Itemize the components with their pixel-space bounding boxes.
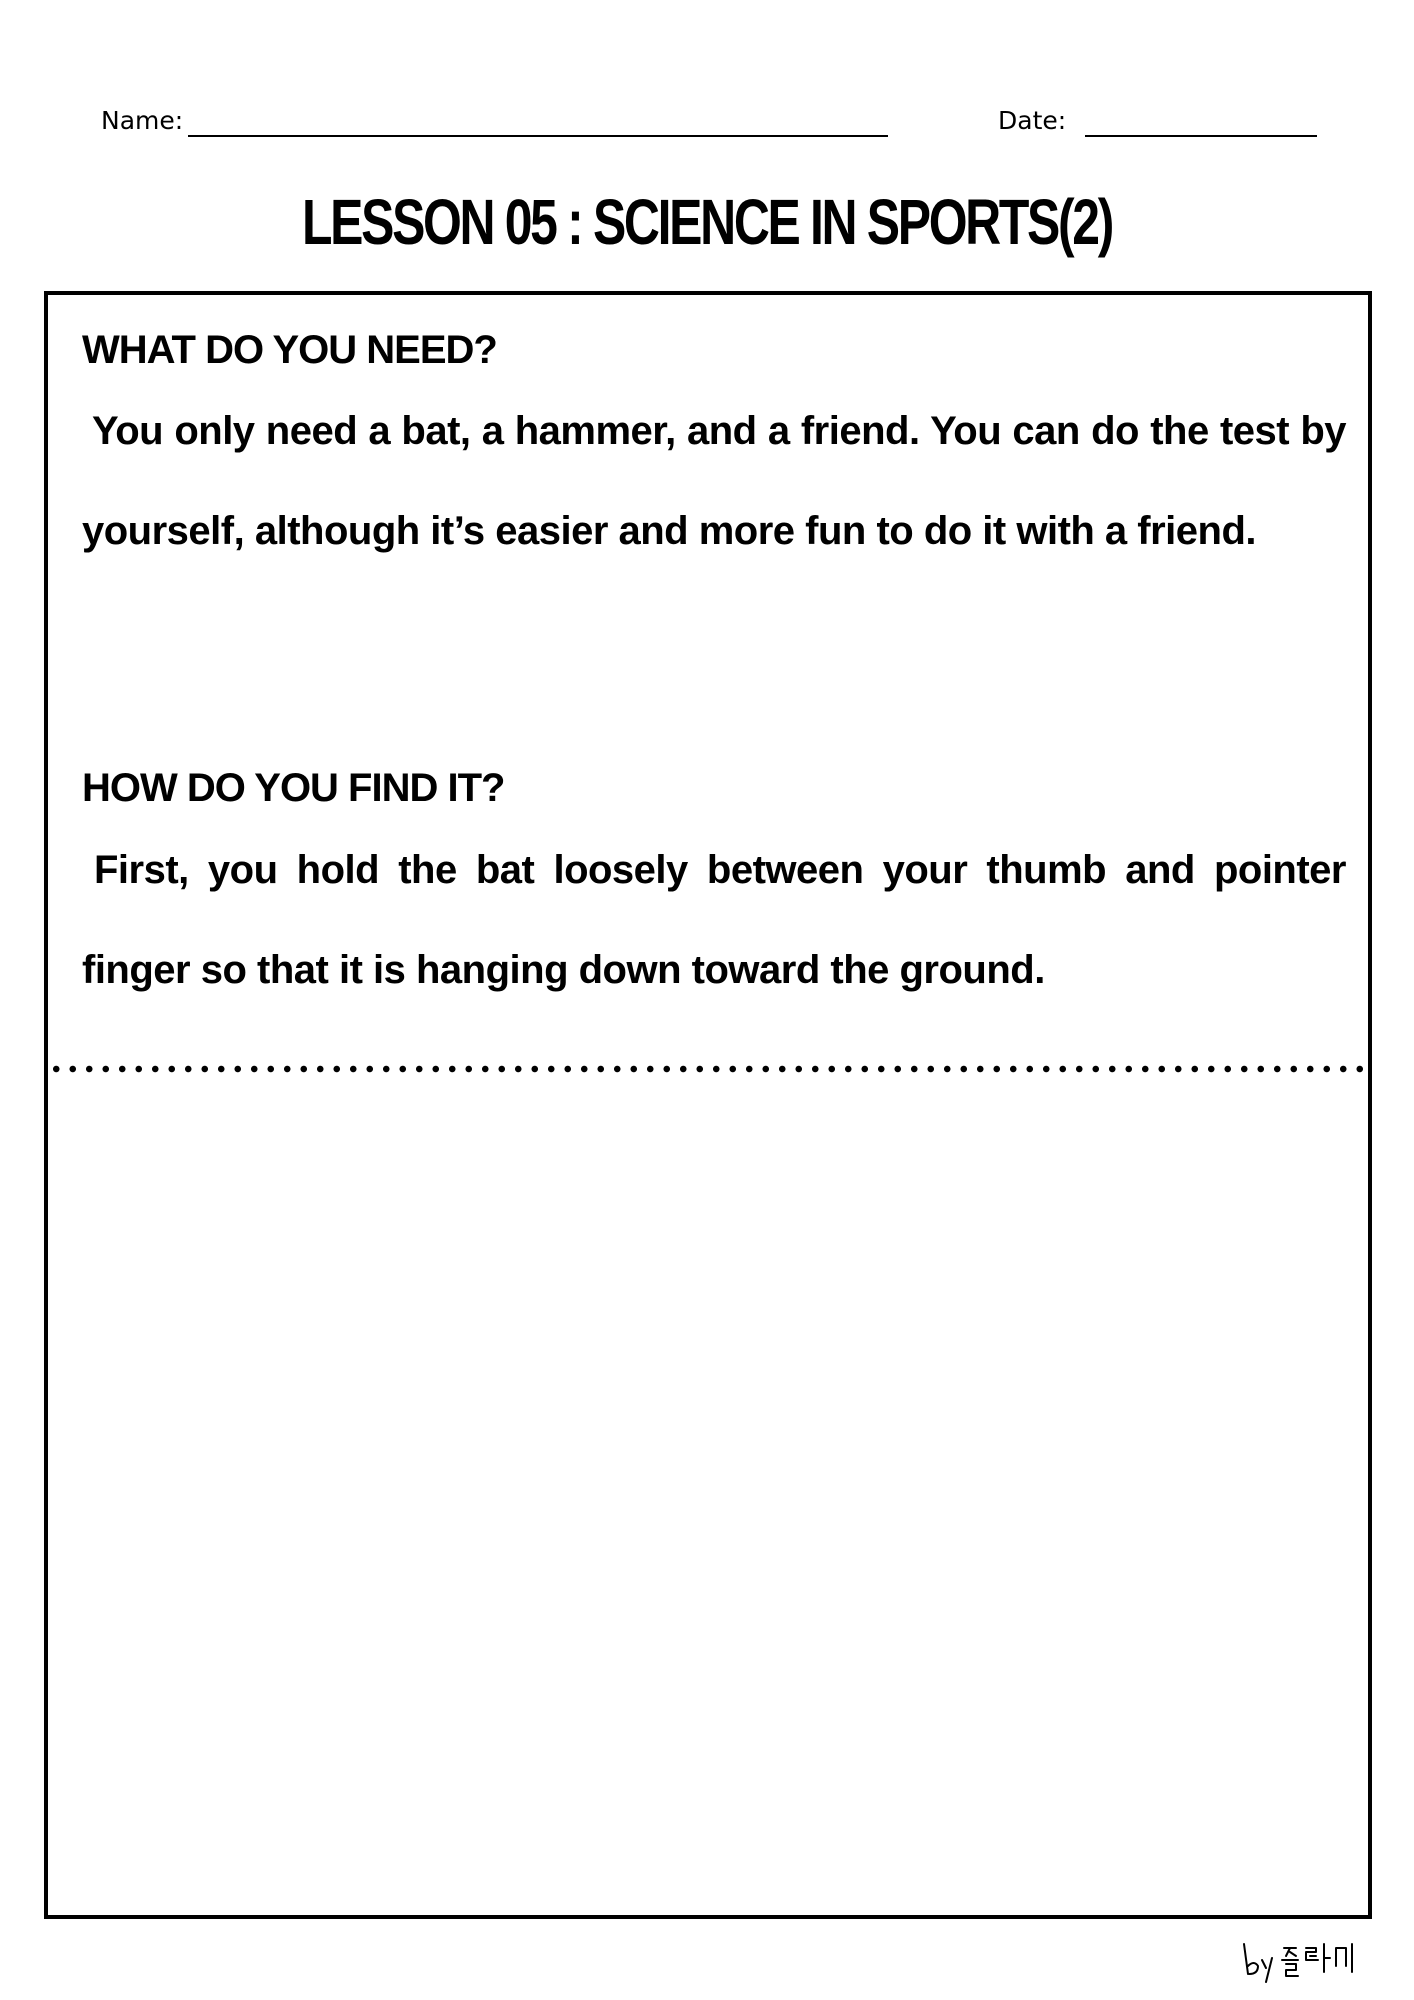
section-paragraph-what-do-you-need: You only need a bat, a hammer, and a friend. You can do the test by yourself, although it’s easier and more fun to do it with a friend. — [82, 409, 1346, 553]
page-title: LESSON 05 : SCIENCE IN SPORTS(2) — [302, 186, 1112, 258]
section-heading-how-do-you-find-it: HOW DO YOU FIND IT? — [82, 766, 505, 810]
name-field[interactable] — [188, 135, 888, 137]
section-paragraph-how-do-you-find-it: First, you hold the bat loosely between your thumb and pointer finger so that it is hanging down toward the ground. — [82, 848, 1346, 992]
worksheet-frame — [44, 291, 1372, 1919]
header-row — [0, 100, 1414, 140]
date-field[interactable] — [1085, 135, 1317, 137]
dotted-divider — [48, 1065, 1368, 1073]
date-label: Date: — [998, 106, 1067, 135]
name-label: Name: — [101, 106, 184, 135]
signature — [1240, 1938, 1360, 1988]
section-heading-what-do-you-need: WHAT DO YOU NEED? — [82, 328, 497, 372]
